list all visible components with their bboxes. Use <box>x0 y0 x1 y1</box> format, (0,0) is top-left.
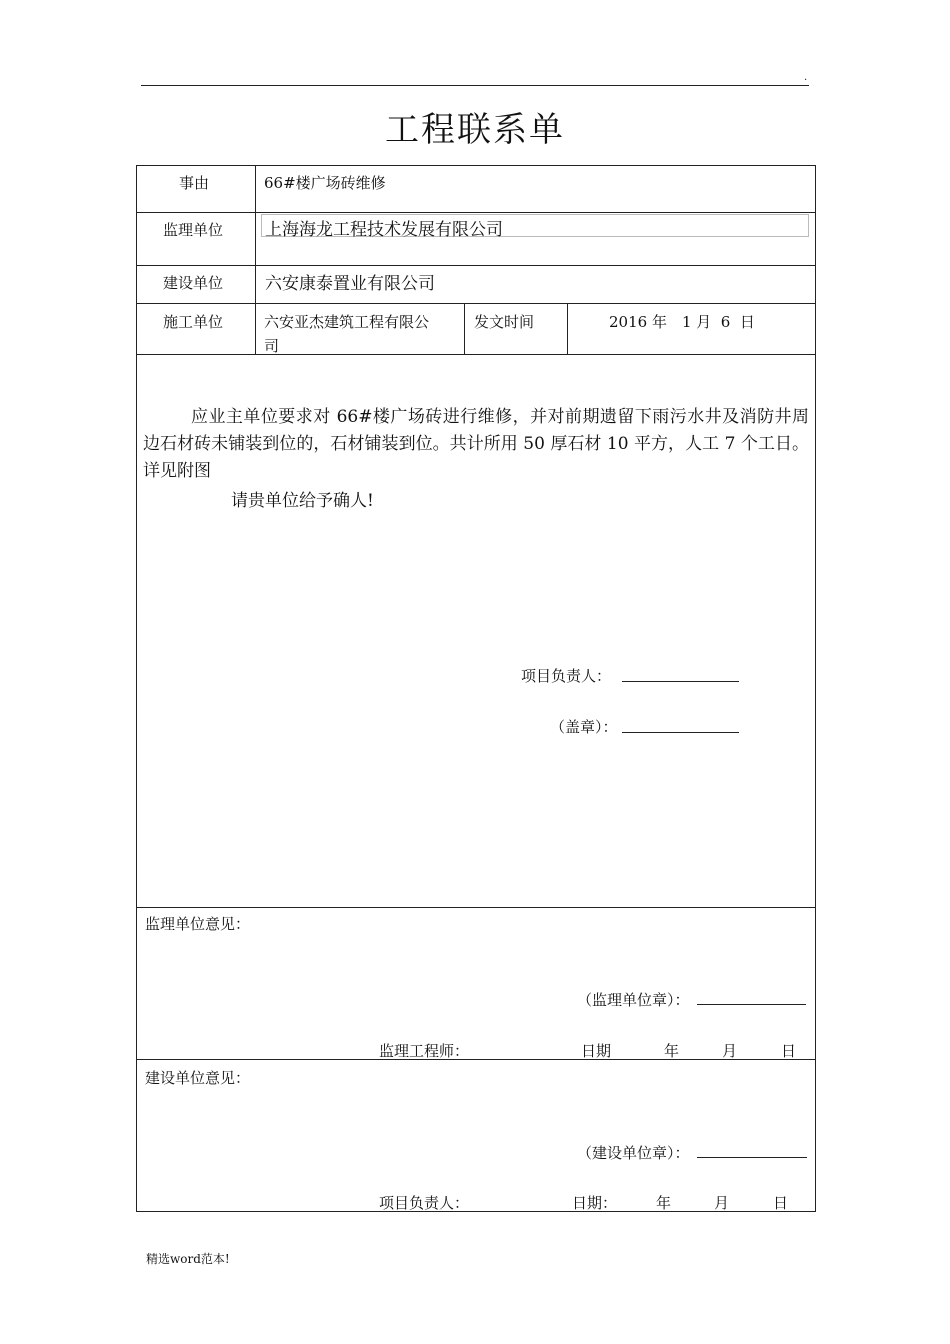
supervisor-date-year: 年 <box>664 1042 680 1060</box>
header-mark: . <box>804 72 808 83</box>
project-lead-signature-line[interactable] <box>622 681 739 682</box>
row-divider-3 <box>136 303 816 304</box>
row-divider-5 <box>136 907 816 908</box>
date-value-divider <box>567 303 568 354</box>
supervisor-seal-line[interactable] <box>697 1004 806 1005</box>
developer-date-label: 日期： <box>572 1194 618 1212</box>
supervisor-date-month: 月 <box>722 1042 738 1060</box>
developer-label: 建设单位 <box>163 274 224 292</box>
supervisor-seal-label: （监理单位章）： <box>577 991 690 1009</box>
contractor-date-divider <box>464 303 465 354</box>
supervisor-label: 监理单位 <box>163 221 224 239</box>
row-divider-6 <box>136 1059 816 1060</box>
body-paragraph: 应业主单位要求对 66#楼广场砖进行维修，并对前期遗留下雨污水井及消防井周边石材砖未铺装到位的，石材铺装到位。共计所用 50 厚石材 10 平方，人工 7 个工日。详见附图 <box>143 407 809 481</box>
seal-label: （盖章）： <box>550 718 618 736</box>
developer-seal-line[interactable] <box>697 1157 807 1158</box>
supervisor-date-day: 日 <box>781 1042 797 1060</box>
request-line: 请贵单位给予确人! <box>231 491 374 511</box>
developer-seal-label: （建设单位章）： <box>577 1144 690 1162</box>
issue-date-value: 2016 年 1 月 6 日 <box>609 313 755 331</box>
subject-value: 66#楼广场砖维修 <box>264 174 386 192</box>
supervisor-engineer-label: 监理工程师： <box>379 1042 470 1060</box>
supervisor-opinion-title: 监理单位意见： <box>145 915 251 933</box>
developer-opinion-title: 建设单位意见： <box>145 1069 251 1087</box>
seal-signature-line[interactable] <box>622 732 739 733</box>
developer-date-month: 月 <box>714 1194 730 1212</box>
document-title: 工程联系单 <box>385 110 565 150</box>
supervisor-date-label: 日期 <box>581 1042 612 1060</box>
page-footer: 精选word范本! <box>146 1252 230 1266</box>
contractor-label: 施工单位 <box>163 313 224 331</box>
row-divider-2 <box>136 265 816 266</box>
row-divider-1 <box>136 212 816 213</box>
subject-label: 事由 <box>179 174 210 192</box>
supervisor-value: 上海海龙工程技术发展有限公司 <box>265 220 503 240</box>
contractor-value-line1: 六安亚杰建筑工程有限公 <box>264 313 430 331</box>
developer-lead-label: 项目负责人： <box>379 1194 470 1212</box>
label-column-divider <box>255 165 256 354</box>
project-lead-label: 项目负责人： <box>521 667 612 685</box>
row-divider-4 <box>136 354 816 355</box>
developer-date-year: 年 <box>656 1194 672 1212</box>
developer-value: 六安康泰置业有限公司 <box>265 274 435 294</box>
issue-date-label: 发文时间 <box>474 313 535 331</box>
header-rule <box>141 85 809 86</box>
contractor-value-line2: 司 <box>264 337 280 355</box>
developer-date-day: 日 <box>773 1194 789 1212</box>
